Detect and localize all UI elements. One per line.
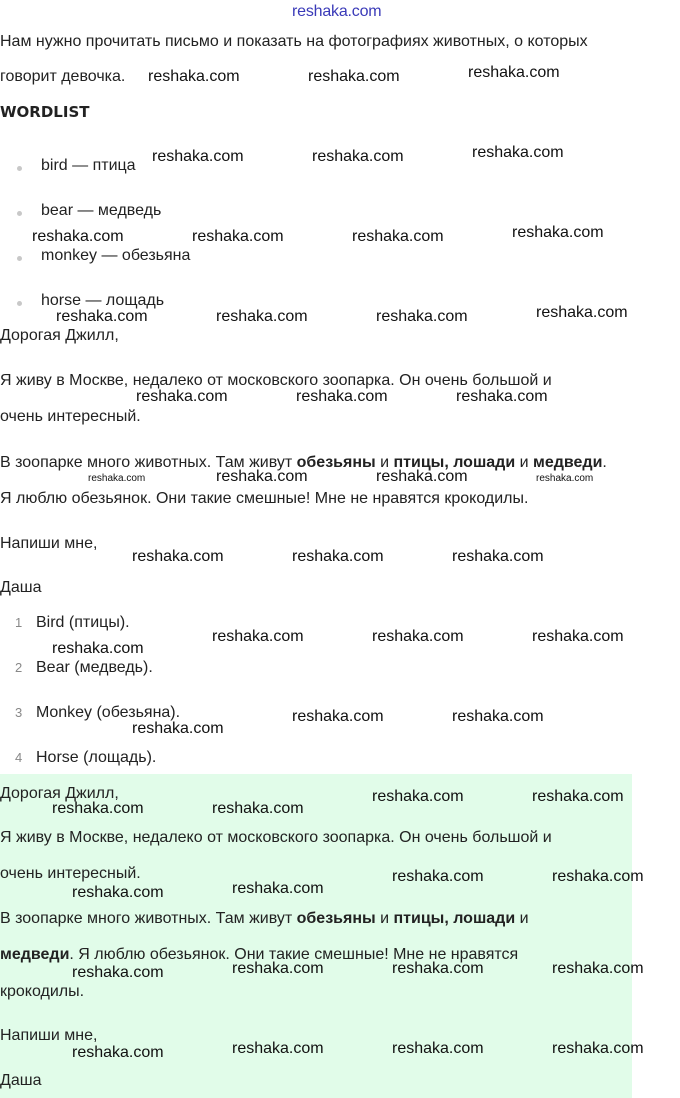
watermark: reshaka.com <box>392 960 484 977</box>
word-monkeys: обезьяны <box>296 454 376 471</box>
watermark: reshaka.com <box>392 1040 484 1057</box>
watermark: reshaka.com <box>72 884 164 901</box>
watermark: reshaka.com <box>376 308 468 325</box>
bullet-icon <box>17 301 22 306</box>
watermark: reshaka.com <box>72 1044 164 1061</box>
watermark: reshaka.com <box>148 68 240 85</box>
watermark: reshaka.com <box>232 1040 324 1057</box>
letter-closing: Напиши мне, <box>0 535 98 552</box>
watermark: reshaka.com <box>552 1040 644 1057</box>
wordlist-item: horse — лощадь <box>41 292 165 309</box>
intro-line-1: Нам нужно прочитать письмо и показать на фотографиях животных, о которых <box>0 33 588 50</box>
answer-text: и <box>375 910 394 927</box>
letter-paragraph-2-line-2: Я люблю обезьянок. Они такие смешные! Мне не нравятся крокодилы. <box>0 490 529 507</box>
watermark: reshaka.com <box>136 388 228 405</box>
watermark: reshaka.com <box>296 388 388 405</box>
watermark: reshaka.com <box>52 800 144 817</box>
watermark: reshaka.com <box>376 468 468 485</box>
watermark: reshaka.com <box>532 788 624 805</box>
watermark: reshaka.com <box>468 64 560 81</box>
watermark: reshaka.com <box>536 473 594 484</box>
watermark: reshaka.com <box>132 720 224 737</box>
answer-paragraph-1-line-2: очень интересный. <box>0 865 141 882</box>
answer-text: В зоопарке много животных. Там живут <box>0 910 297 927</box>
watermark: reshaka.com <box>216 468 308 485</box>
watermark: reshaka.com <box>56 308 148 325</box>
watermark: reshaka.com <box>352 228 444 245</box>
watermark: reshaka.com <box>452 548 544 565</box>
letter-signature: Даша <box>0 579 42 596</box>
answer-text: . Я люблю обезьянок. Они такие смешные! Мне не нравятся <box>69 946 519 963</box>
list-number: 4 <box>15 750 23 765</box>
answer-closing: Напиши мне, <box>0 1027 98 1044</box>
wordlist-item: bird — птица <box>41 157 136 174</box>
watermark: reshaka.com <box>212 800 304 817</box>
word-bears: медведи <box>0 946 70 963</box>
letter-paragraph-1-line-2: очень интересный. <box>0 408 141 425</box>
list-number: 3 <box>15 705 23 720</box>
watermark: reshaka.com <box>456 388 548 405</box>
word-birds-horses: птицы, лошади <box>393 454 516 471</box>
watermark: reshaka.com <box>192 228 284 245</box>
watermark: reshaka.com <box>52 640 144 657</box>
watermark: reshaka.com <box>292 708 384 725</box>
word-monkeys: обезьяны <box>296 910 376 927</box>
watermark: reshaka.com <box>532 628 624 645</box>
watermark: reshaka.com <box>152 148 244 165</box>
list-number: 2 <box>15 660 23 675</box>
watermark: reshaka.com <box>132 548 224 565</box>
watermark: reshaka.com <box>212 628 304 645</box>
word-bears: медведи <box>533 454 603 471</box>
answer-item: Monkey (обезьяна). <box>36 704 181 721</box>
watermark: reshaka.com <box>312 148 404 165</box>
site-title[interactable]: reshaka.com <box>292 3 382 20</box>
watermark: reshaka.com <box>536 304 628 321</box>
word-birds-horses: птицы, лошади <box>393 910 516 927</box>
list-number: 1 <box>15 615 23 630</box>
answer-item: Bird (птицы). <box>36 614 130 631</box>
letter-text: . <box>602 454 607 471</box>
intro-line-2: говорит девочка. <box>0 68 126 85</box>
wordlist-item: bear — медведь <box>41 202 162 219</box>
letter-text: и <box>375 454 394 471</box>
letter-greeting: Дорогая Джилл, <box>0 327 119 344</box>
wordlist-item: monkey — обезьяна <box>41 247 191 264</box>
answer-paragraph-2-line-3: крокодилы. <box>0 983 85 1000</box>
letter-text: В зоопарке много животных. Там живут <box>0 454 297 471</box>
answer-paragraph-1-line-1: Я живу в Москве, недалеко от московского зоопарка. Он очень большой и <box>0 829 552 846</box>
answer-item: Horse (лощадь). <box>36 749 157 766</box>
watermark: reshaka.com <box>32 228 124 245</box>
watermark: reshaka.com <box>452 708 544 725</box>
bullet-icon <box>17 256 22 261</box>
watermark: reshaka.com <box>552 960 644 977</box>
answer-text: и <box>515 910 529 927</box>
letter-paragraph-1-line-1: Я живу в Москве, недалеко от московского зоопарка. Он очень большой и <box>0 372 552 389</box>
wordlist-heading: WORDLIST <box>0 103 90 121</box>
answer-greeting: Дорогая Джилл, <box>0 785 119 802</box>
watermark: reshaka.com <box>232 960 324 977</box>
watermark: reshaka.com <box>308 68 400 85</box>
bullet-icon <box>17 166 22 171</box>
answer-signature: Даша <box>0 1072 42 1089</box>
watermark: reshaka.com <box>232 880 324 897</box>
watermark: reshaka.com <box>372 788 464 805</box>
answer-item: Bear (медведь). <box>36 659 153 676</box>
letter-text: и <box>515 454 533 471</box>
watermark: reshaka.com <box>292 548 384 565</box>
watermark: reshaka.com <box>472 144 564 161</box>
watermark: reshaka.com <box>512 224 604 241</box>
watermark: reshaka.com <box>88 473 146 484</box>
watermark: reshaka.com <box>72 964 164 981</box>
watermark: reshaka.com <box>552 868 644 885</box>
bullet-icon <box>17 211 22 216</box>
answer-paragraph-2-line-1 <box>0 909 529 929</box>
watermark: reshaka.com <box>216 308 308 325</box>
watermark: reshaka.com <box>392 868 484 885</box>
watermark: reshaka.com <box>372 628 464 645</box>
